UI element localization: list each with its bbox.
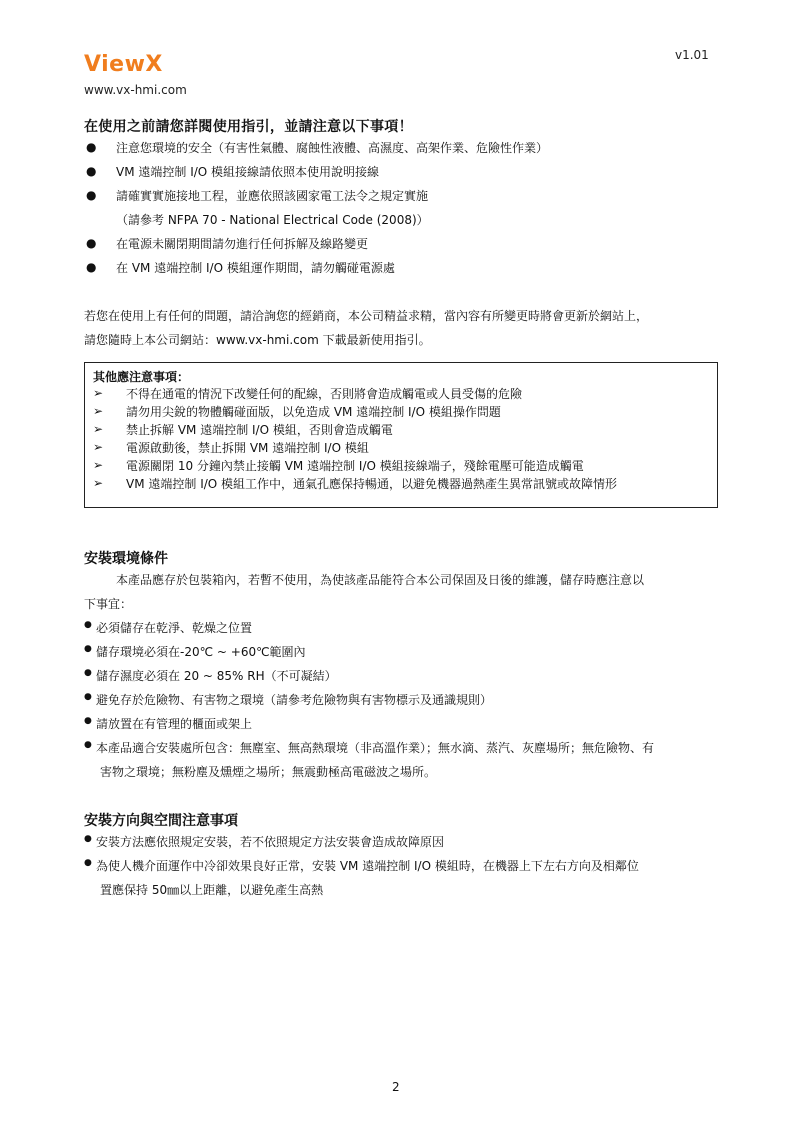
bullet-dot: ● [84,740,92,750]
bullet-dot: ● [86,260,97,274]
install-env-intro: 本產品應存於包裝箱內，若暫不使用，為使該產品能符合本公司保固及日後的維護，儲存時應注意以 [116,573,645,587]
page-number: 2 [392,1080,400,1094]
bullet-dot: ● [84,716,92,726]
contact-line: 若您在使用上有任何的問題，請洽詢您的經銷商，本公司精益求精，當內容有所變更時將會更新於網站上， [84,309,649,323]
other-note-item: VM 遠端控制 I/O 模組工作中，通氣孔應保持暢通，以避免機器過熱產生異常訊號或故障情形 [126,477,618,491]
notice-item: 注意您環境的安全（有害性氣體、腐蝕性液體、高濕度、高架作業、危險性作業） [116,141,549,155]
install-dir-item-continuation: 置應保持 50㎜以上距離，以避免產生高熱 [100,883,324,897]
install-dir-item: 安裝方法應依照規定安裝，若不依照規定方法安裝會造成故障原因 [96,835,445,849]
bullet-dot: ● [84,644,92,654]
arrow-bullet-icon: ➢ [93,476,104,490]
install-env-item: 本產品適合安裝處所包含：無塵室、無高熱環境（非高溫作業）；無水滴、蒸汽、灰塵場所；無危險物、有 [96,741,655,755]
install-env-item: 請放置在有管理的櫃面或架上 [96,717,253,731]
notice-title: 在使用之前請您詳閱使用指引，並請注意以下事項！ [84,119,413,135]
other-note-item: 禁止拆解 VM 遠端控制 I/O 模組，否則會造成觸電 [126,423,393,437]
notice-item: 在 VM 遠端控制 I/O 模組運作期間，請勿觸碰電源處 [116,261,395,275]
other-notes-title: 其他應注意事項： [93,370,190,384]
install-env-item: 避免存於危險物、有害物之環境（請參考危險物與有害物標示及通識規則） [96,693,493,707]
arrow-bullet-icon: ➢ [93,386,104,400]
install-env-item: 必須儲存在乾淨、乾燥之位置 [96,621,253,635]
bullet-dot: ● [84,834,92,844]
bullet-dot: ● [84,858,92,868]
website-url: www.vx-hmi.com [84,83,187,97]
other-note-item: 請勿用尖銳的物體觸碰面版，以免造成 VM 遠端控制 I/O 模組操作問題 [126,405,501,419]
bullet-dot: ● [84,692,92,702]
bullet-dot: ● [86,164,97,178]
install-env-item: 儲存環境必須在-20℃ ~ +60℃範圍內 [96,645,306,659]
notice-item: VM 遠端控制 I/O 模組接線請依照本使用說明接線 [116,165,380,179]
arrow-bullet-icon: ➢ [93,422,104,436]
arrow-bullet-icon: ➢ [93,440,104,454]
other-note-item: 不得在通電的情況下改變任何的配線，否則將會造成觸電或人員受傷的危險 [126,387,523,401]
arrow-bullet-icon: ➢ [93,404,104,418]
notice-item: 請確實實施接地工程，並應依照該國家電工法令之規定實施 [116,189,429,203]
bullet-dot: ● [86,140,97,154]
notice-item-continuation: （請參考 NFPA 70 - National Electrical Code (2008)） [116,213,429,227]
bullet-dot: ● [84,668,92,678]
install-env-intro: 下事宜： [84,597,133,611]
bullet-dot: ● [86,236,97,250]
install-env-item-continuation: 害物之環境；無粉塵及燻煙之場所；無震動極高電磁波之場所。 [100,765,437,779]
notice-item: 在電源未關閉期間請勿進行任何拆解及線路變更 [116,237,369,251]
bullet-dot: ● [84,620,92,630]
bullet-dot: ● [86,188,97,202]
document-version: v1.01 [675,48,709,62]
section-title-install-dir: 安裝方向與空間注意事項 [84,813,238,829]
arrow-bullet-icon: ➢ [93,458,104,472]
section-title-install-env: 安裝環境條件 [84,551,168,567]
install-dir-item: 為使人機介面運作中冷卻效果良好正常，安裝 VM 遠端控制 I/O 模組時，在機器上下左右方向及相鄰位 [96,859,639,873]
brand-logo: ViewX [84,52,163,77]
other-note-item: 電源關閉 10 分鐘內禁止接觸 VM 遠端控制 I/O 模組接線端子，殘餘電壓可能造成觸電 [126,459,584,473]
install-env-item: 儲存濕度必須在 20 ~ 85% RH（不可凝結） [96,669,337,683]
other-note-item: 電源啟動後，禁止拆開 VM 遠端控制 I/O 模組 [126,441,369,455]
contact-line: 請您隨時上本公司網站：www.vx-hmi.com 下載最新使用指引。 [84,333,431,347]
